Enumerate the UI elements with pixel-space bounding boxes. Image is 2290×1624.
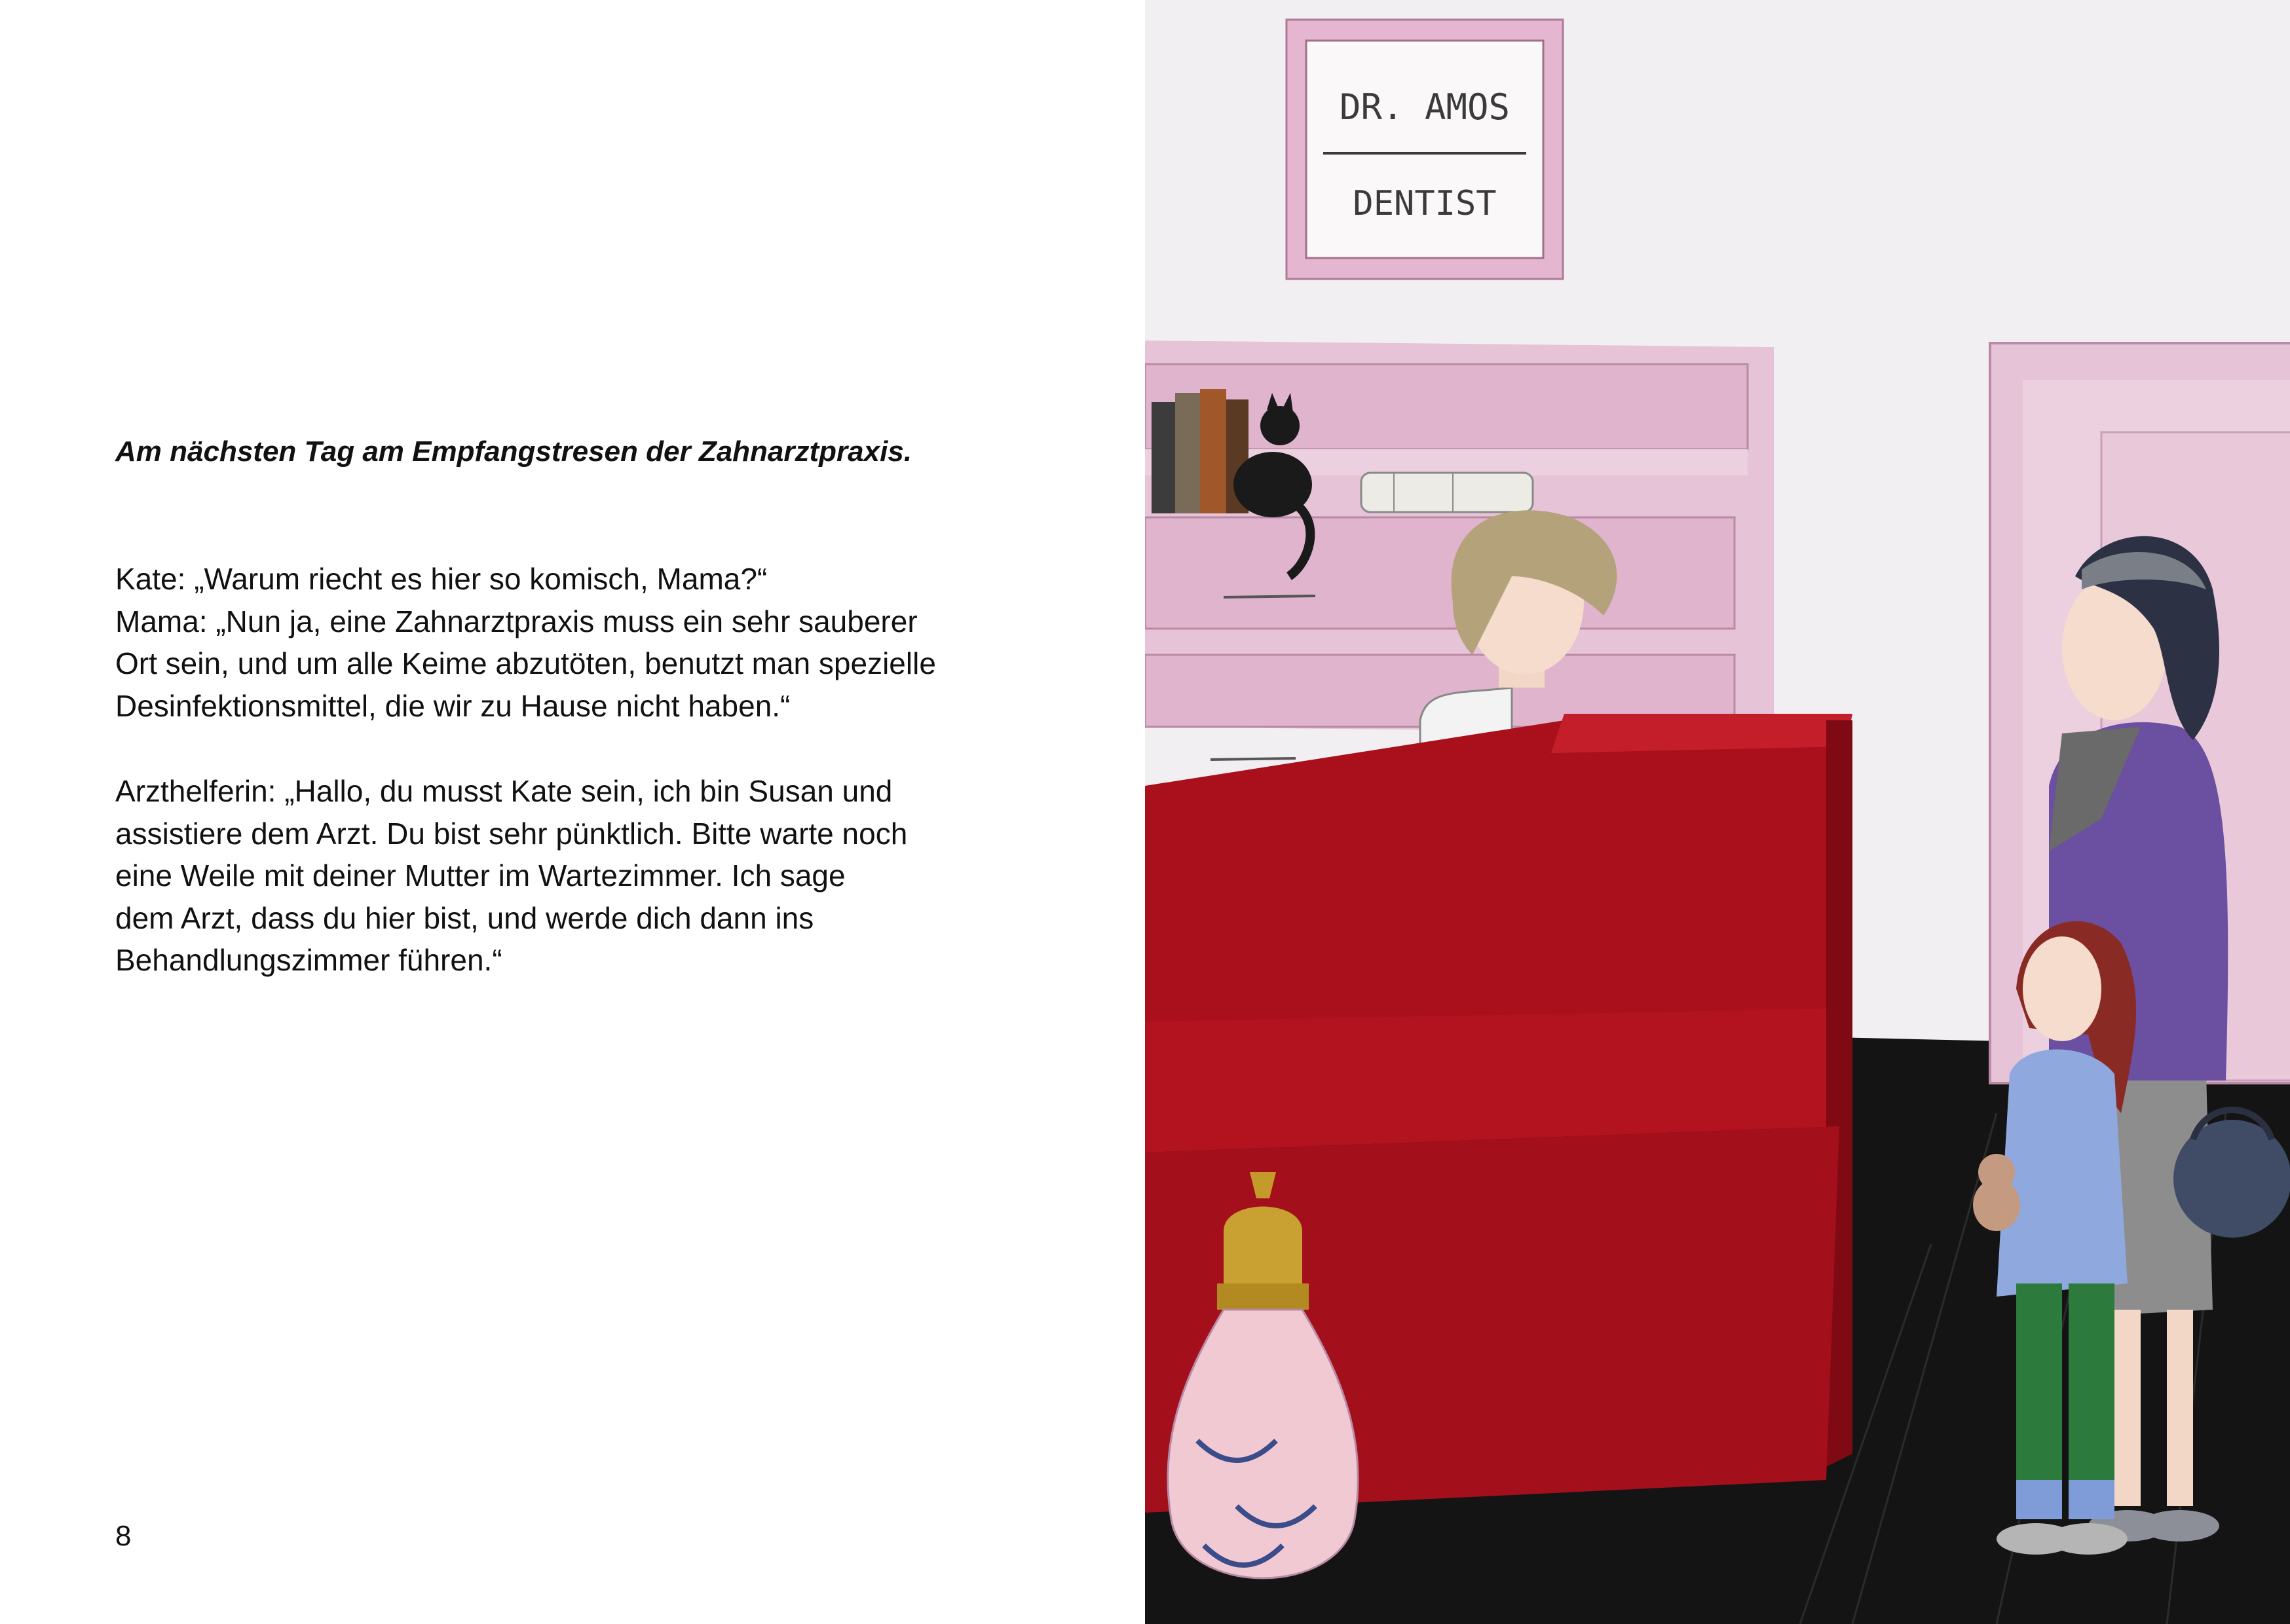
text-line: eine Weile mit deiner Mutter im Wartezimmer. Ich sage [115,858,846,893]
books [1152,389,1248,513]
text-line: Arzthelferin: „Hallo, du musst Kate sein, ich bin Susan und [115,774,893,808]
text-line: Desinfektionsmittel, die wir zu Hause nicht haben.“ [115,688,791,723]
scene-heading: Am nächsten Tag am Empfangstresen der Zahnarztpraxis. [115,435,912,468]
text-line: assistiere dem Arzt. Du bist sehr pünktlich. Bitte warte noch [115,816,908,851]
text-line: Mama: „Nun ja, eine Zahnarztpraxis muss ein sehr sauberer [115,604,918,638]
illustration-svg [1145,0,2290,1624]
dialogue-paragraph-2 [115,770,1065,982]
text-line: Behandlungszimmer führen.“ [115,943,502,977]
rolled-papers [1361,473,1533,512]
sign-line-1: DR. AMOS [1339,86,1511,128]
text-line: Kate: „Warum riecht es hier so komisch, Mama?“ [115,562,768,596]
text-line: dem Arzt, dass du hier bist, und werde dich dann ins [115,900,814,935]
dialogue-paragraph-1 [115,558,1065,727]
sign-board [1306,41,1543,258]
dentist-reception-illustration [1145,0,2290,1624]
page-number: 8 [115,1520,132,1552]
sign-line-2: DENTIST [1353,184,1497,223]
text-line: Ort sein, und um alle Keime abzutöten, benutzt man spezielle [115,646,936,680]
